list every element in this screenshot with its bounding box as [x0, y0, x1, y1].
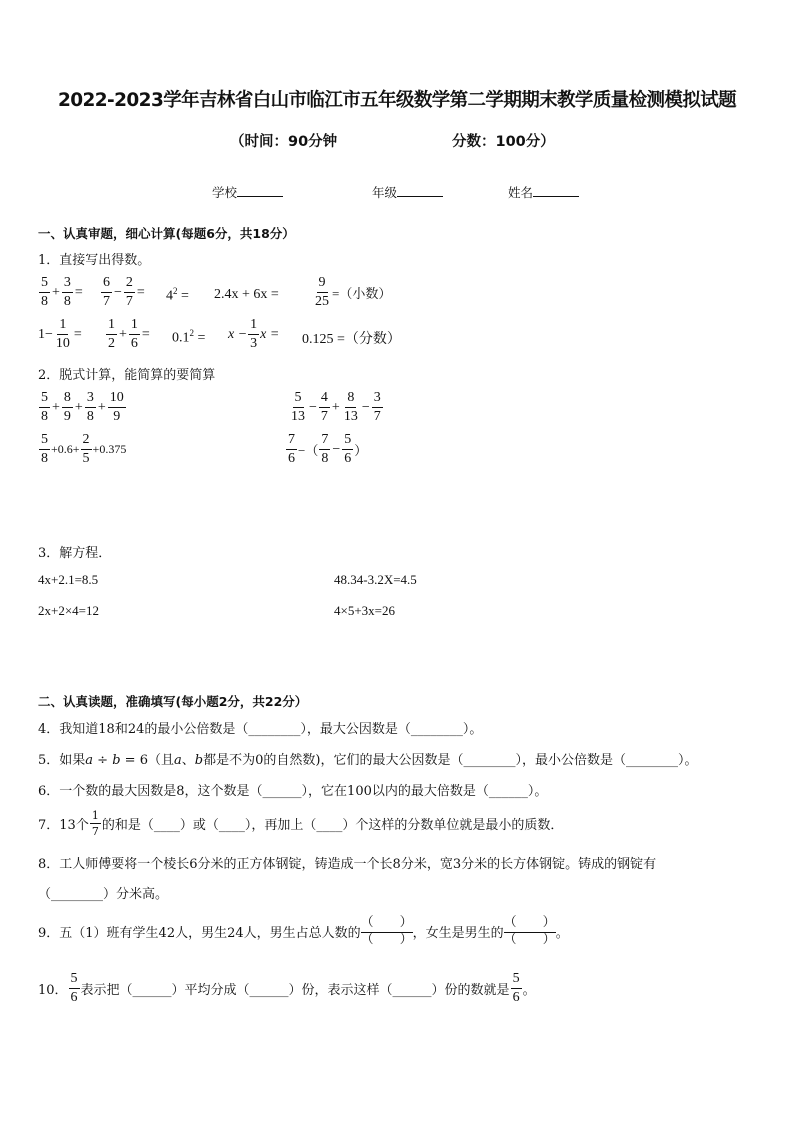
fraction — [39, 391, 50, 424]
frac-den: 13 — [343, 409, 358, 424]
var-b: b — [194, 753, 204, 768]
operator: − — [114, 284, 122, 300]
q2-expr-4 — [285, 433, 367, 466]
frac-num: 1 — [129, 318, 140, 335]
frac-den: 8 — [86, 409, 94, 424]
school-label: 学校 — [212, 185, 238, 200]
frac-den: 7 — [320, 409, 328, 424]
frac-den: 3 — [250, 336, 258, 351]
power-exp: 2 — [189, 328, 194, 338]
q10-text — [38, 972, 536, 1005]
q1-r1-e — [312, 276, 391, 309]
frac-num: 5 — [342, 433, 353, 450]
frac-den: 7 — [125, 294, 133, 309]
q1-r1-c — [166, 286, 189, 305]
name-blank[interactable] — [533, 184, 579, 197]
q1-r1-b — [100, 276, 146, 309]
frac-num: 5 — [511, 972, 522, 989]
q1-r2-b — [105, 318, 151, 351]
q1-r2-a — [38, 318, 83, 351]
grade-blank[interactable] — [397, 184, 443, 197]
fraction — [319, 391, 330, 424]
q1-r2-c — [172, 328, 205, 347]
q2-expr-3 — [38, 433, 126, 466]
blank-num: （ ） — [504, 916, 556, 933]
fraction — [372, 391, 383, 424]
frac-num: 2 — [124, 276, 135, 293]
frac-den: 8 — [41, 451, 48, 466]
blank-den: （ ） — [360, 931, 413, 947]
frac-num: 8 — [345, 391, 356, 408]
frac-num: 7 — [286, 433, 297, 450]
equals: = — [181, 288, 189, 304]
q5-text — [38, 749, 697, 768]
frac-num: 1 — [248, 318, 259, 335]
operator: + — [52, 399, 60, 415]
expr-suffix: ） — [354, 443, 368, 458]
frac-den: 6 — [512, 990, 520, 1005]
q10-end: 。 — [522, 983, 536, 998]
fraction — [62, 391, 73, 424]
q3-equation-1: 4x+2.1=8.5 — [38, 572, 99, 587]
frac-num: 5 — [69, 972, 80, 989]
frac-num: 1 — [106, 318, 117, 335]
school-field — [212, 183, 283, 201]
frac-den: 25 — [315, 294, 329, 309]
page-title: 2022-2023学年吉林省白山市临江市五年级数学第二学期期末教学质量检测模拟试题 — [57, 90, 737, 111]
frac-den: 2 — [108, 336, 115, 351]
expr-suffix: +0.375 — [92, 442, 127, 456]
frac-den: 9 — [113, 409, 121, 424]
q3-equation-2: 48.34-3.2X=4.5 — [334, 572, 417, 587]
expr-mid: −（ — [298, 443, 319, 458]
operator: + — [97, 399, 106, 415]
fraction — [289, 391, 307, 424]
power-base: 4 — [166, 288, 173, 304]
var-a: a — [174, 753, 182, 768]
q10-body: 表示把（______）平均分成（______）份，表示这样（______）份的数就是 — [80, 983, 510, 998]
fraction-blank[interactable] — [361, 916, 413, 948]
frac-den: 7 — [103, 294, 110, 309]
exam-time: （时间：90分钟 — [230, 134, 338, 150]
q9-end: 。 — [555, 926, 569, 942]
name-label: 姓名 — [508, 185, 534, 200]
q8-text-line2: （________）分米高。 — [38, 887, 169, 902]
q1-r2-e: 0.125 =（分数） — [302, 332, 401, 347]
frac-den: 13 — [291, 409, 305, 424]
frac-num: 1 — [91, 809, 99, 822]
frac-den: 8 — [41, 409, 48, 424]
expr-prefix: x − — [228, 326, 248, 342]
q5-rest: 都是不为0的自然数)，它们的最大公因数是（________），最小公倍数是（________）。 — [203, 753, 698, 768]
exam-score: 分数：100分） — [452, 134, 555, 150]
q9-prefix: 9．五（1）班有学生42人，男生24人，男生占总人数的 — [38, 926, 361, 942]
frac-num: 8 — [62, 391, 73, 408]
expr-prefix: 1− — [38, 326, 53, 342]
frac-den: 6 — [288, 451, 295, 466]
q3-equation-4: 4×5+3x=26 — [334, 603, 395, 618]
operator: + — [331, 399, 340, 415]
q9-mid: ，女生是男生的 — [412, 926, 504, 942]
name-field — [508, 183, 579, 201]
fraction — [85, 391, 96, 424]
frac-num: 7 — [319, 433, 330, 450]
q1-r2-d — [228, 318, 279, 351]
operator: − — [332, 441, 341, 457]
frac-num: 9 — [317, 276, 328, 293]
frac-den: 8 — [41, 294, 48, 309]
school-blank[interactable] — [237, 184, 283, 197]
q5-prefix: 5．如果 — [38, 753, 86, 768]
frac-num: 3 — [372, 391, 383, 408]
operator: − — [361, 399, 370, 415]
frac-num: 2 — [81, 433, 92, 450]
grade-label: 年级 — [372, 185, 398, 200]
frac-den: 7 — [373, 409, 381, 424]
q1-r1-a — [38, 276, 84, 309]
q6-text: 6．一个数的最大因数是8，这个数是（______），它在100以内的最大倍数是（______）。 — [38, 784, 548, 799]
q2-label: 2．脱式计算，能简算的要简算 — [38, 368, 216, 383]
blank-num: （ ） — [361, 916, 413, 933]
q1-label: 1．直接写出得数。 — [38, 253, 151, 268]
operator: + — [74, 399, 83, 415]
operator: + — [52, 284, 60, 300]
frac-num: 5 — [293, 391, 304, 408]
frac-num: 1 — [57, 318, 68, 335]
frac-num: 3 — [62, 276, 73, 293]
expr-mid: +0.6+ — [51, 442, 80, 456]
frac-den: 5 — [82, 451, 90, 466]
q10-prefix: 10． — [38, 983, 68, 998]
frac-num: 10 — [108, 391, 126, 408]
q5-equals: = 6 — [120, 753, 148, 768]
operator: + — [119, 326, 127, 342]
equals: = — [74, 284, 83, 300]
q7-prefix: 7．13个 — [38, 818, 89, 833]
q4-text: 4．我知道18和24的最小公倍数是（________），最大公因数是（________）。 — [38, 722, 483, 737]
answer-hint: =（小数） — [332, 286, 392, 301]
frac-num: 5 — [39, 276, 50, 293]
q9-text — [38, 916, 569, 948]
operator: − — [309, 399, 317, 415]
q5-sep: 、 — [181, 753, 195, 768]
fraction — [342, 391, 360, 424]
power-exp: 2 — [173, 286, 178, 296]
fraction — [108, 391, 126, 424]
frac-den: 6 — [130, 336, 138, 351]
frac-den: 8 — [63, 294, 71, 309]
var-b: b — [112, 753, 121, 768]
equals: = — [197, 330, 206, 346]
fraction-blank[interactable] — [504, 916, 556, 948]
equals: = — [141, 326, 150, 342]
q2-expr-2 — [288, 391, 384, 424]
frac-num: 6 — [101, 276, 112, 293]
q7-text — [38, 810, 563, 837]
q2-expr-1 — [38, 391, 127, 424]
q3-equation-3: 2x+2×4=12 — [38, 603, 99, 618]
frac-num: 3 — [85, 391, 96, 408]
q3-label: 3．解方程． — [38, 546, 112, 561]
q7-suffix: 的和是（____）或（____），再加上（____）个这样的分数单位就是最小的质数． — [101, 818, 564, 833]
expr-suffix: x = — [260, 326, 280, 342]
frac-den: 9 — [63, 409, 71, 424]
power-base: 0.1 — [172, 330, 190, 346]
section2-heading: 二、认真读题，准确填写(每小题2分，共22分） — [38, 694, 308, 709]
frac-den: 8 — [321, 451, 329, 466]
frac-den: 6 — [344, 451, 352, 466]
q5-divide: ÷ — [93, 753, 113, 768]
q8-text-line1: 8．工人师傅要将一个棱长6分米的正方体钢锭，铸造成一个长8分米，宽3分米的长方体钢锭。铸成的钢锭有 — [38, 857, 657, 872]
section1-heading: 一、认真审题，细心计算(每题6分，共18分） — [38, 226, 295, 241]
blank-den: （ ） — [503, 931, 556, 947]
frac-num: 5 — [39, 391, 50, 408]
q1-r1-d: 2.4x + 6x = — [214, 287, 279, 302]
var-a: a — [85, 753, 94, 768]
frac-den: 10 — [55, 336, 70, 351]
frac-den: 6 — [70, 990, 78, 1005]
q5-cond: （且 — [147, 753, 174, 768]
grade-field — [372, 183, 443, 201]
equals: = — [136, 284, 145, 300]
equals: = — [73, 326, 82, 342]
frac-num: 5 — [39, 433, 50, 450]
frac-num: 4 — [319, 391, 330, 408]
frac-den: 7 — [91, 825, 99, 838]
